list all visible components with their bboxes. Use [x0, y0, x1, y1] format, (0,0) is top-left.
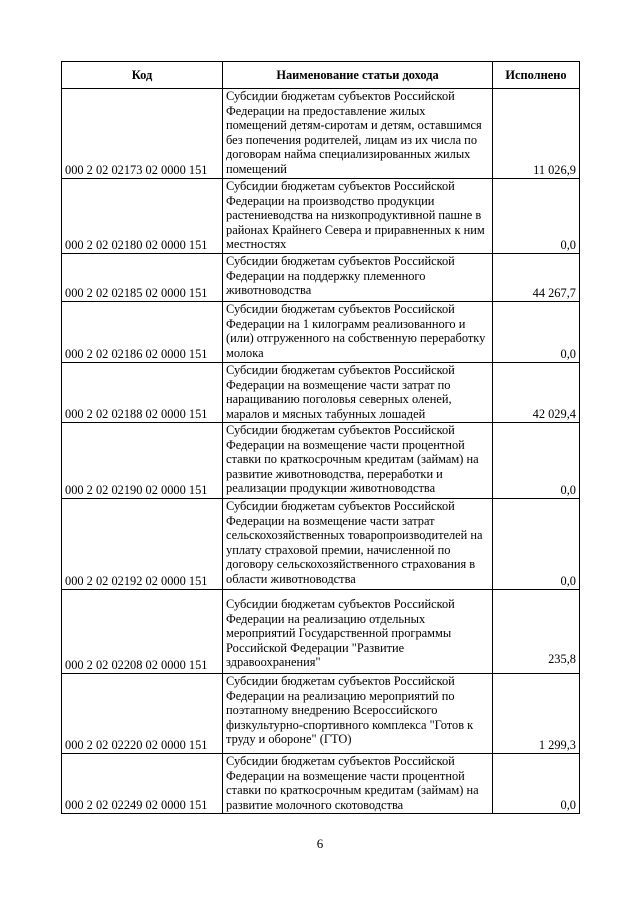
row-name: Субсидии бюджетам субъектов Российской Федерации на возмещение части затрат по наращиванию поголовья северных оленей, маралов и мясных табунных лошадей: [223, 363, 493, 423]
table-header-row: [62, 62, 580, 89]
row-value: 0,0: [493, 302, 580, 363]
revenue-table: [61, 61, 580, 814]
row-value: 44 267,7: [493, 254, 580, 302]
table-row: [62, 674, 580, 754]
table-row: [62, 89, 580, 179]
row-name: Субсидии бюджетам субъектов Российской Федерации на возмещение части процентной ставки по краткосрочным кредитам (займам) на развитие молочного скотоводства: [223, 754, 493, 814]
row-code: 000 2 02 02220 02 0000 151: [62, 674, 223, 754]
row-name: Субсидии бюджетам субъектов Российской Федерации на производство продукции растениеводства на низкопродуктивной пашне в районах Крайнего Севера и приравненных к ним местностях: [223, 179, 493, 254]
row-code: 000 2 02 02192 02 0000 151: [62, 499, 223, 590]
row-code: 000 2 02 02180 02 0000 151: [62, 179, 223, 254]
row-value: 0,0: [493, 423, 580, 499]
table-row: [62, 179, 580, 254]
row-value: 42 029,4: [493, 363, 580, 423]
row-value: 1 299,3: [493, 674, 580, 754]
row-name: Субсидии бюджетам субъектов Российской Федерации на поддержку племенного животноводства: [223, 254, 493, 302]
row-code: 000 2 02 02173 02 0000 151: [62, 89, 223, 179]
row-name: Субсидии бюджетам субъектов Российской Федерации на предоставление жилых помещений детям-сиротам и детям, оставшимся без попечения родителей, лицам из их числа по договорам найма специализированных жилых помещений: [223, 89, 493, 179]
table-row: [62, 590, 580, 674]
row-code: 000 2 02 02249 02 0000 151: [62, 754, 223, 814]
row-value: 0,0: [493, 179, 580, 254]
row-code: 000 2 02 02208 02 0000 151: [62, 590, 223, 674]
row-value: 0,0: [493, 754, 580, 814]
header-name: Наименование статьи дохода: [223, 62, 493, 89]
row-value: 11 026,9: [493, 89, 580, 179]
row-code: 000 2 02 02185 02 0000 151: [62, 254, 223, 302]
page-number: 6: [316, 836, 324, 851]
table-row: [62, 423, 580, 499]
table-row: [62, 499, 580, 590]
row-name: Субсидии бюджетам субъектов Российской Федерации на реализацию мероприятий по поэтапному внедрению Всероссийского физкультурно-спортивного комплекса "Готов к труду и обороне" (ГТО): [223, 674, 493, 754]
row-code: 000 2 02 02190 02 0000 151: [62, 423, 223, 499]
row-value: 235,8: [493, 590, 580, 674]
header-value: Исполнено: [493, 62, 580, 89]
row-value: 0,0: [493, 499, 580, 590]
row-name: Субсидии бюджетам субъектов Российской Федерации на реализацию отдельных мероприятий Государственной программы Российской Федерации "Развитие здравоохранения": [223, 590, 493, 674]
table-row: [62, 302, 580, 363]
row-name: Субсидии бюджетам субъектов Российской Федерации на возмещение части затрат сельскохозяйственных товаропроизводителей на уплату страховой премии, начисленной по договору сельскохозяйственного страхования в области животноводства: [223, 499, 493, 590]
header-code: Код: [62, 62, 223, 89]
row-code: 000 2 02 02188 02 0000 151: [62, 363, 223, 423]
row-code: 000 2 02 02186 02 0000 151: [62, 302, 223, 363]
table-row: [62, 254, 580, 302]
row-name: Субсидии бюджетам субъектов Российской Федерации на возмещение части процентной ставки по краткосрочным кредитам (займам) на развитие животноводства, переработки и реализации продукции животноводства: [223, 423, 493, 499]
table-row: [62, 754, 580, 814]
row-name: Субсидии бюджетам субъектов Российской Федерации на 1 килограмм реализованного и (или) отгруженного на собственную переработку молока: [223, 302, 493, 363]
table-row: [62, 363, 580, 423]
